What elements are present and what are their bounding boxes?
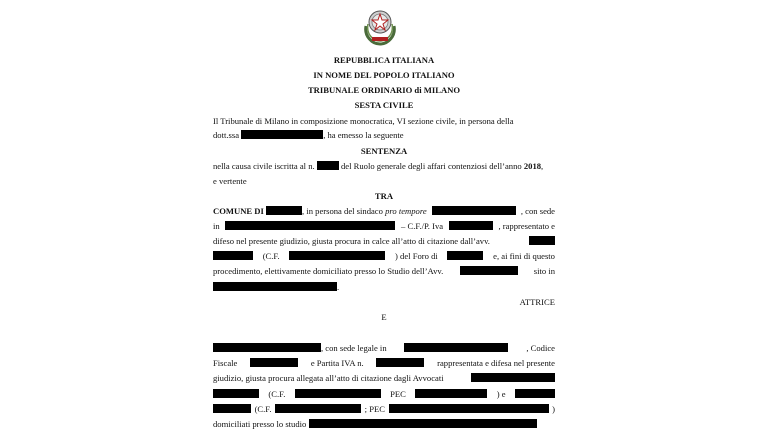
- party1-line-2: [213, 221, 555, 232]
- party2-line-1: [213, 343, 555, 354]
- party2-text: e Partita IVA n.: [310, 358, 364, 368]
- redaction-block: [213, 343, 321, 352]
- redaction-block: [471, 373, 555, 382]
- redaction-block: [376, 358, 424, 367]
- cause-year: 2018: [523, 161, 542, 171]
- conjunction-e: E: [381, 312, 387, 322]
- party1-text: (C.F.: [262, 251, 280, 261]
- party1-line-1: [213, 206, 555, 217]
- cause-text: nella causa civile iscritta al n.: [213, 161, 315, 171]
- party2-line-4: [213, 389, 555, 400]
- redaction-block: [460, 266, 518, 275]
- party1-text: sito in: [533, 266, 555, 276]
- redaction-block: [213, 404, 251, 413]
- party2-text: (C.F.: [268, 389, 286, 399]
- party2-text: rappresentata e difesa nel presente: [437, 358, 555, 368]
- redaction-block: [289, 251, 385, 260]
- redaction-block: [447, 251, 483, 260]
- header-tribunal: TRIBUNALE ORDINARIO di MILANO: [307, 85, 461, 95]
- party1-line-6: [213, 282, 339, 293]
- party1-text: – C.F./P. Iva: [401, 221, 444, 231]
- party1-text: , rappresentato e: [498, 221, 555, 231]
- intro-line-1: Il Tribunale di Milano in composizione monocratica, VI sezione civile, in persona della: [213, 116, 514, 126]
- cause-text: ,: [541, 161, 544, 171]
- party2-line-6: [213, 419, 555, 430]
- party2-text: ) e: [496, 389, 506, 399]
- party1-text: ) del Foro di: [395, 251, 438, 261]
- tra-title: TRA: [374, 191, 394, 201]
- redaction-block: [317, 161, 339, 170]
- redaction-block: [275, 404, 361, 413]
- party1-line-4: [213, 251, 555, 262]
- party2-text: Fiscale: [213, 358, 238, 368]
- party1-text: difeso nel presente giudizio, giusta procura in calce all’atto di citazione dall’avv.: [213, 236, 490, 246]
- cause-line-1: [213, 161, 543, 172]
- header-in-name: IN NOME DEL POPOLO ITALIANO: [313, 70, 455, 80]
- cause-text: del Ruolo generale degli affari contenziosi dell’anno: [340, 161, 522, 171]
- party2-text: PEC: [390, 389, 406, 399]
- party1-text: , con sede: [520, 206, 555, 216]
- party2-line-5: [213, 404, 555, 415]
- redaction-block: [432, 206, 516, 215]
- redaction-block: [529, 236, 555, 245]
- sentenza-title: SENTENZA: [360, 146, 408, 156]
- party2-text: domiciliati presso lo studio: [213, 419, 307, 429]
- cause-line-2: e vertente: [213, 176, 247, 186]
- redaction-block: [213, 389, 259, 398]
- party2-line-3: [213, 373, 555, 384]
- attrice-label: ATTRICE: [519, 297, 555, 307]
- party1-text: procedimento, elettivamente domiciliato presso lo Studio dell’Avv.: [213, 266, 444, 276]
- header-republic: REPUBBLICA ITALIANA: [333, 55, 435, 65]
- party1-text: , in persona del sindaco: [302, 206, 383, 216]
- redaction-block: [295, 389, 381, 398]
- party1-name: COMUNE DI: [213, 206, 264, 216]
- redaction-block: [389, 404, 549, 413]
- redaction-block: [309, 419, 537, 428]
- party2-line-2: [213, 358, 555, 369]
- redaction-block: [449, 221, 493, 230]
- party1-text: pro tempore: [385, 206, 427, 216]
- redaction-block: [213, 282, 340, 292]
- italian-republic-emblem-icon: [362, 4, 398, 46]
- redaction-block: [241, 130, 323, 139]
- party1-text: .: [337, 282, 340, 292]
- party2-text: ; PEC: [364, 404, 385, 414]
- redaction-block: [415, 389, 487, 398]
- party2-text: , con sede legale in: [321, 343, 387, 353]
- redaction-block: [515, 389, 555, 398]
- party1-line-5: [213, 266, 555, 277]
- party2-text: ): [552, 404, 555, 414]
- redaction-block: [225, 221, 395, 230]
- party1-text: in: [213, 221, 220, 231]
- party1-line-3: [213, 236, 555, 247]
- redaction-block: [213, 251, 253, 260]
- header-section: SESTA CIVILE: [354, 100, 414, 110]
- party2-text: (C.F.: [254, 404, 272, 414]
- intro-line-2: [213, 130, 404, 141]
- party2-text: , Codice: [526, 343, 555, 353]
- redaction-block: [266, 206, 302, 215]
- intro-text: dott.ssa: [213, 130, 240, 140]
- redaction-block: [404, 343, 508, 352]
- party1-text: e, ai fini di questo: [493, 251, 555, 261]
- party2-text: giudizio, giusta procura allegata all’atto di citazione dagli Avvocati: [213, 373, 444, 383]
- redaction-block: [250, 358, 298, 367]
- intro-text: , ha emesso la seguente: [323, 130, 404, 140]
